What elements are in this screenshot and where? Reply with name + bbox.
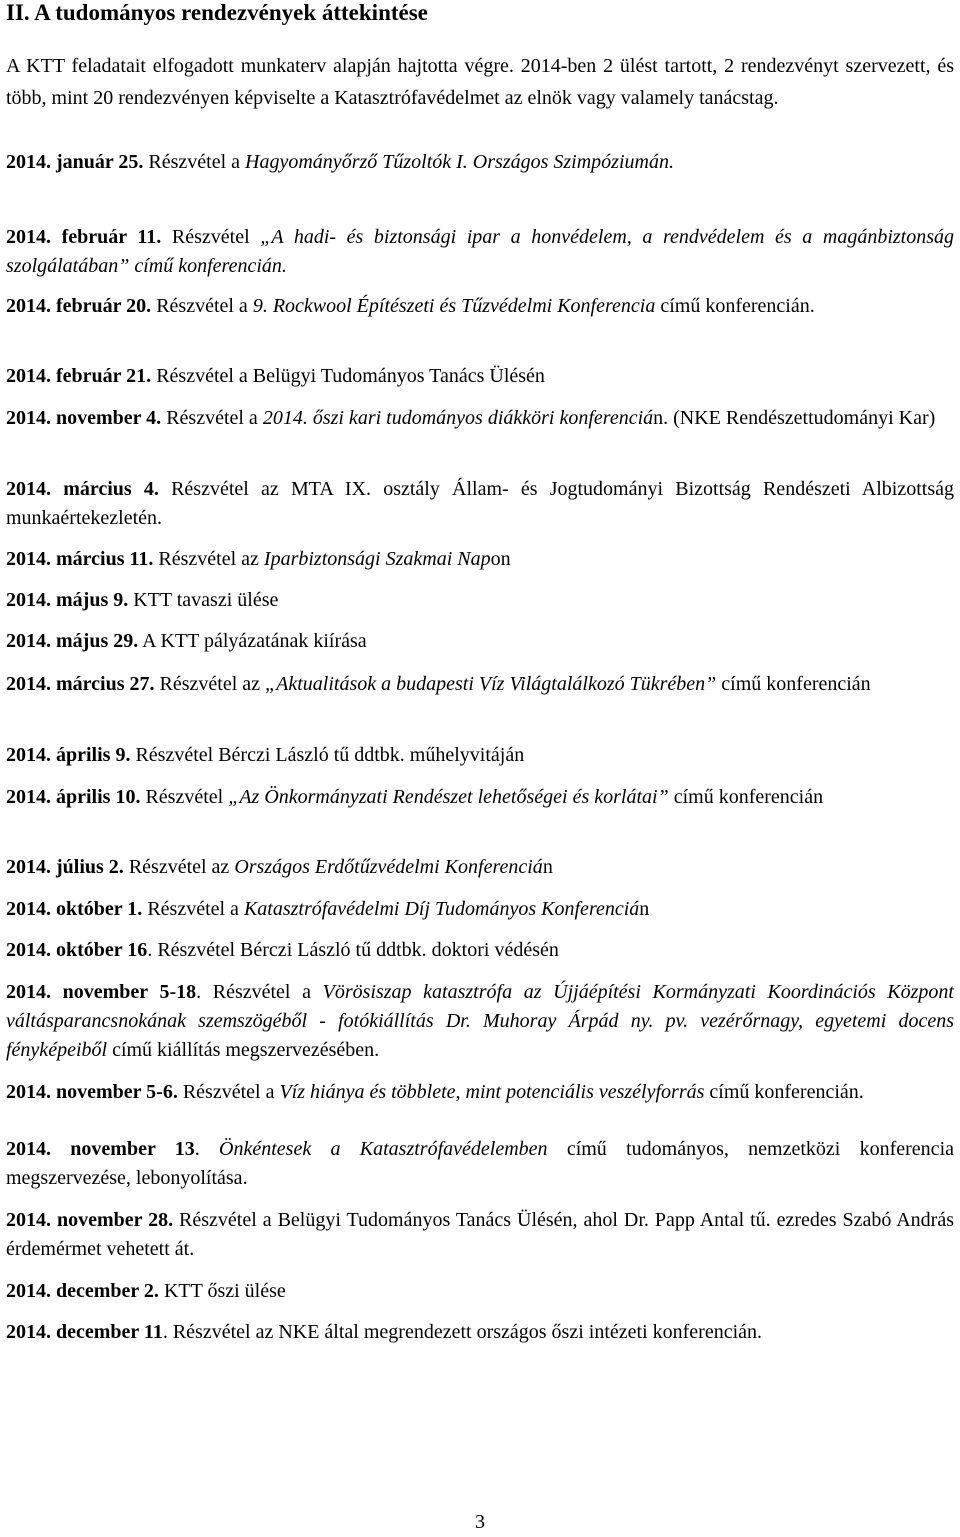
event-text: . Részvétel az NKE által megrendezett országos őszi intézeti konferencián. <box>162 1321 763 1343</box>
section-heading: II. A tudományos rendezvények áttekintése <box>6 0 428 25</box>
page-number: 3 <box>475 1511 485 1533</box>
event-entry <box>6 223 954 281</box>
event-entry <box>6 1206 954 1264</box>
event-text: n. (NKE Rendészettudományi Kar) <box>653 407 936 429</box>
event-text: A KTT pályázatának kiírása <box>138 630 367 652</box>
event-date: 2014. március 11. <box>6 548 154 570</box>
event-date: 2014. március 4. <box>6 478 159 500</box>
event-text: Részvétel a <box>142 898 244 920</box>
event-date: 2014. november 4. <box>6 407 162 429</box>
event-text: . Részvétel a <box>196 981 323 1003</box>
event-entry <box>6 783 954 812</box>
event-title-italic: Országos Erdőtűzvédelmi Konferenciá <box>234 856 543 878</box>
event-date: 2014. február 20. <box>6 295 152 317</box>
event-date: 2014. május 9. <box>6 589 129 611</box>
event-text: című konferencián. <box>704 1081 864 1103</box>
event-title-italic: „Az Önkormányzati Rendészet lehetőségei és korlátai” <box>228 786 669 808</box>
event-title-italic: Víz hiánya és többlete, mint potenciális veszélyforrás <box>279 1081 705 1103</box>
event-text: című konferencián. <box>655 295 815 317</box>
event-text: Részvétel az <box>153 548 264 570</box>
event-text: Részvétel <box>140 786 229 808</box>
event-text: KTT őszi ülése <box>158 1280 286 1302</box>
event-title-italic: Önkéntesek a Katasztrófavédelemben <box>219 1138 548 1160</box>
event-date: 2014. április 10. <box>6 786 141 808</box>
event-text: Részvétel a <box>161 407 263 429</box>
event-date: 2014. november 5-6. <box>6 1081 178 1103</box>
event-date: 2014. február 11. <box>6 226 162 248</box>
event-entry <box>6 895 954 924</box>
event-date: 2014. október 1. <box>6 898 143 920</box>
event-text: Részvétel a Belügyi Tudományos Tanács Ülésén, ahol Dr. Papp Antal tű. ezredes Szabó András érdemérmet vehetett át. <box>6 1209 954 1260</box>
event-entry <box>6 978 954 1065</box>
event-text: n <box>542 856 553 878</box>
event-text: Részvétel Bérczi László tű ddtbk. műhelyvitáján <box>130 744 525 766</box>
event-entry <box>6 148 954 177</box>
event-text: . Részvétel Bérczi László tű ddtbk. doktori védésén <box>147 939 559 961</box>
event-date: 2014. február 21. <box>6 365 152 387</box>
event-date: 2014. március 27. <box>6 673 155 695</box>
event-text: Részvétel a <box>177 1081 280 1103</box>
event-date: 2014. december 2. <box>6 1280 159 1302</box>
event-date: 2014. január 25. <box>6 151 144 173</box>
event-title-italic: Vörösiszap katasztrófa az Újjáépítési Kormányzati Koordinációs Központ váltásparancsnokának szemszögéből - fotókiállítás Dr. Muhoray Árpád ny. pv. vezérőrnagy, egyetemi docens fényképeiből <box>6 981 954 1061</box>
event-entry <box>6 404 954 433</box>
event-date: 2014. május 29. <box>6 630 139 652</box>
event-text: KTT tavaszi ülése <box>128 589 279 611</box>
event-entry <box>6 936 954 965</box>
event-date: 2014. november 28. <box>6 1209 174 1231</box>
event-entry <box>6 1135 954 1193</box>
event-title-italic: Iparbiztonsági Szakmai Nap <box>263 548 491 570</box>
event-title-italic: Hagyományőrző Tűzoltók I. Országos Szimpóziumán. <box>245 151 674 173</box>
event-date: 2014. november 13 <box>6 1138 195 1160</box>
intro-paragraph: A KTT feladatait elfogadott munkaterv alapján hajtotta végre. 2014-ben 2 ülést tartott, 2 rendezvényt szervezett, és több, mint 20 rendezvényen képviselte a Katasztrófavédelmet az elnök vagy valamely tanácstag. <box>6 55 954 109</box>
event-text: Részvétel <box>161 226 261 248</box>
event-title-italic: Katasztrófavédelmi Díj Tudományos Konferenciá <box>243 898 640 920</box>
event-entry <box>6 1318 954 1347</box>
event-text: című kiállítás megszervezésében. <box>107 1039 380 1061</box>
event-date: 2014. április 9. <box>6 744 131 766</box>
event-text: Részvétel az <box>154 673 266 695</box>
event-entry <box>6 362 954 391</box>
event-date: 2014. december 11 <box>6 1321 163 1343</box>
event-title-italic: „A hadi- és biztonsági ipar a honvédelem, a rendvédelem és a magánbiztonság szolgálatában” című konferencián. <box>6 226 954 277</box>
event-entry <box>6 292 954 321</box>
event-text: című konferencián <box>668 786 824 808</box>
event-entry <box>6 853 954 882</box>
event-title-italic: 2014. őszi kari tudományos diákköri konferenciá <box>262 407 654 429</box>
event-text: Részvétel a <box>143 151 246 173</box>
event-entry <box>6 1078 954 1107</box>
event-entry <box>6 1277 954 1306</box>
event-entry <box>6 670 954 699</box>
event-entry <box>6 627 954 656</box>
event-text: Részvétel a <box>151 295 253 317</box>
event-date: 2014. július 2. <box>6 856 124 878</box>
event-entry <box>6 741 954 770</box>
event-entry <box>6 586 954 615</box>
event-date: 2014. november 5-18 <box>6 981 197 1003</box>
event-text: on <box>490 548 511 570</box>
event-date: 2014. október 16 <box>6 939 148 961</box>
event-entry <box>6 545 954 574</box>
event-text: Részvétel az <box>123 856 235 878</box>
event-title-italic: 9. Rockwool Építészeti és Tűzvédelmi Konferencia <box>252 295 656 317</box>
event-text: Részvétel az MTA IX. osztály Állam- és Jogtudományi Bizottság Rendészeti Albizottság munkaértekezletén. <box>6 478 955 529</box>
event-text: című tudományos, nemzetközi konferencia megszervezése, lebonyolítása. <box>6 1138 954 1189</box>
event-text: . <box>194 1138 220 1160</box>
event-text: Részvétel a Belügyi Tudományos Tanács Ülésén <box>151 365 545 387</box>
event-text: című konferencián <box>716 673 871 695</box>
event-title-italic: „Aktualitások a budapesti Víz Világtalálkozó Tükrében” <box>265 673 717 695</box>
event-text: n <box>639 898 650 920</box>
event-entry <box>6 475 954 533</box>
